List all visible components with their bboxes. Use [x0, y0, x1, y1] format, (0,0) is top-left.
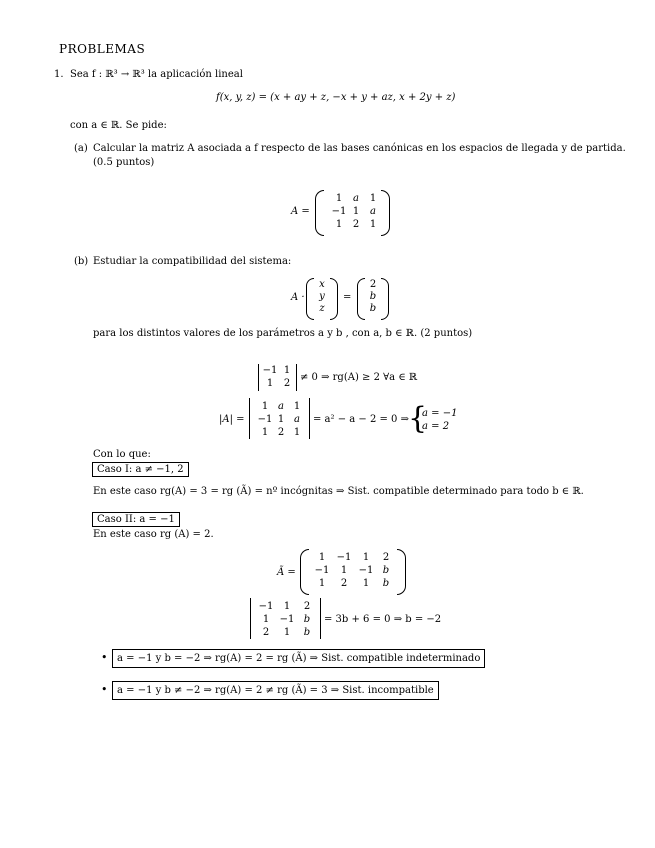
problem-number: 1. — [54, 69, 64, 80]
part-a-text: Calcular la matriz A asociada a f respecto de las bases canónicas en los espacios de llegada y de partida. — [93, 143, 626, 154]
brace-symbol: { — [408, 401, 428, 436]
system-lhs-label: A · — [291, 292, 305, 303]
vector-entry: x — [319, 279, 325, 290]
bullet-1-box: a = −1 y b = −2 ⇒ rg(A) = 2 = rg (Ã) ⇒ Sist. compatible indeterminado — [112, 649, 485, 668]
det3-cell: −1 — [258, 601, 274, 612]
matrix-cell: 1 — [335, 219, 343, 230]
vector-entry: y — [319, 291, 325, 302]
aug-cell: 2 — [382, 552, 390, 563]
case2-label: Caso II: a = −1 — [92, 512, 180, 527]
vector-rhs — [357, 278, 389, 320]
part-b-text: Estudiar la compatibilidad del sistema: — [93, 256, 292, 267]
matrix-a — [315, 190, 390, 236]
matrix-cell: a — [353, 193, 359, 204]
det-cell: 2 — [277, 427, 285, 438]
det-result: = a² − a − 2 = 0 ⇒ — [313, 414, 409, 425]
det-cell: 1 — [277, 414, 285, 425]
vector-entry: 2 — [369, 279, 377, 290]
params-text: para los distintos valores de los parámetros a y b , con a, b ∈ ℝ. (2 puntos) — [93, 328, 473, 339]
part-a-label: (a) — [74, 143, 88, 154]
det3-cell: 1 — [262, 614, 270, 625]
aug-cell: 1 — [362, 552, 370, 563]
det3-result: = 3b + 6 = 0 ⇒ b = −2 — [324, 614, 442, 625]
minor-determinant — [258, 364, 298, 392]
problem-condition: con a ∈ ℝ. Se pide: — [70, 120, 167, 131]
aug-cell: −1 — [358, 565, 374, 576]
problem-intro: Sea f : ℝ³ → ℝ³ la aplicación lineal — [70, 69, 243, 80]
det-matrix — [249, 398, 311, 440]
aug-cell: b — [382, 565, 390, 576]
vector-entry: b — [369, 291, 377, 302]
minor-cell: 1 — [283, 365, 291, 376]
aug-label: Ã = — [277, 567, 296, 578]
det3-cell: −1 — [279, 614, 295, 625]
conclusion-intro: Con lo que: — [93, 449, 151, 460]
matrix-cell: 2 — [352, 219, 360, 230]
part-a-points: (0.5 puntos) — [93, 157, 155, 168]
aug-cell: 1 — [340, 565, 348, 576]
augmented-matrix — [300, 549, 406, 595]
function-definition: f(x, y, z) = (x + ay + z, −x + y + az, x + 2y + z) — [216, 92, 456, 103]
case2-text: En este caso rg (A) = 2. — [93, 529, 214, 540]
part-b-label: (b) — [74, 256, 89, 267]
det3-matrix — [250, 598, 322, 640]
bullet-2-box: a = −1 y b ≠ −2 ⇒ rg(A) = 2 ≠ rg (Ã) = 3 ⇒ Sist. incompatible — [112, 681, 439, 700]
case1-text: En este caso rg(A) = 3 = rg (Ã) = nº incógnitas ⇒ Sist. compatible determinado para todo b ∈ ℝ. — [93, 486, 584, 497]
matrix-cell: a — [370, 206, 376, 217]
vector-entry: z — [319, 303, 325, 314]
det-cell: 1 — [293, 427, 301, 438]
minor-cell: 2 — [283, 378, 291, 389]
aug-cell: −1 — [314, 565, 330, 576]
matrix-a-label: A = — [291, 206, 310, 217]
minor-cell: −1 — [262, 365, 278, 376]
root-1: a = −1 — [422, 408, 458, 419]
case1-label: Caso I: a ≠ −1, 2 — [92, 462, 189, 477]
det-cell: −1 — [257, 414, 273, 425]
vector-vars — [306, 278, 338, 320]
det3-cell: b — [303, 627, 311, 638]
aug-cell: 1 — [362, 578, 370, 589]
det-cell: a — [294, 414, 300, 425]
minor-cell: 1 — [266, 378, 274, 389]
vector-entry: b — [369, 303, 377, 314]
det-cell: 1 — [261, 401, 269, 412]
matrix-cell: 1 — [369, 219, 377, 230]
equals-sign: = — [343, 292, 352, 303]
det-cell: 1 — [261, 427, 269, 438]
det-label: |A| = — [219, 414, 245, 425]
det3-cell: 2 — [262, 627, 270, 638]
aug-cell: 2 — [340, 578, 348, 589]
det-cell: a — [278, 401, 284, 412]
matrix-cell: 1 — [335, 193, 343, 204]
root-2: a = 2 — [422, 421, 450, 432]
section-title: PROBLEMAS — [59, 42, 146, 56]
det3-cell: b — [303, 614, 311, 625]
det3-cell: 1 — [283, 601, 291, 612]
aug-cell: 1 — [318, 552, 326, 563]
det3-cell: 1 — [283, 627, 291, 638]
matrix-cell: 1 — [369, 193, 377, 204]
bullet-dot: • — [101, 651, 108, 664]
matrix-cell: −1 — [331, 206, 347, 217]
det3-cell: 2 — [303, 601, 311, 612]
bullet-dot: • — [101, 683, 108, 696]
det-cell: 1 — [293, 401, 301, 412]
minor-result: ≠ 0 ⇒ rg(A) ≥ 2 ∀a ∈ ℝ — [300, 372, 418, 383]
matrix-cell: 1 — [352, 206, 360, 217]
aug-cell: 1 — [318, 578, 326, 589]
aug-cell: b — [382, 578, 390, 589]
aug-cell: −1 — [336, 552, 352, 563]
